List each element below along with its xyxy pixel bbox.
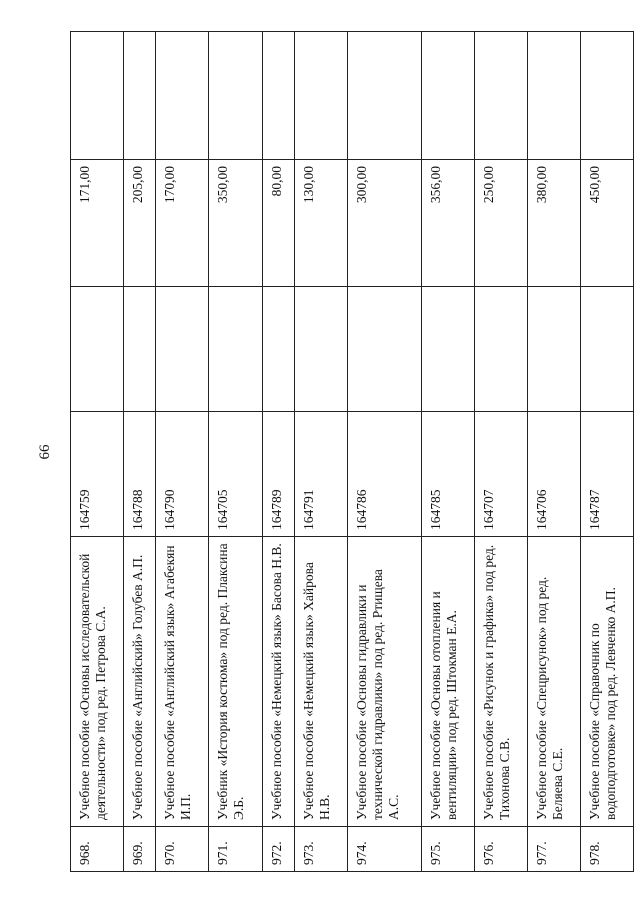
- item-name: Учебное пособие «Английский язык» Агабекян И.П.: [156, 537, 209, 827]
- table-row: [527, 32, 580, 872]
- item-name: Учебное пособие «Основы отопления и вентиляции» под ред. Штокман Е.А.: [421, 537, 474, 827]
- item-code: 164759: [71, 412, 124, 537]
- table-row: [124, 32, 156, 872]
- empty-cell: [580, 32, 633, 160]
- row-number: 974.: [347, 827, 421, 872]
- item-name: Учебное пособие «Справочник по водоподготовке» под ред. Левченко А.П.: [580, 537, 633, 827]
- table-row: [262, 32, 294, 872]
- empty-cell: [156, 32, 209, 160]
- item-price: 356,00: [421, 160, 474, 287]
- empty-cell: [294, 287, 347, 412]
- table-row: [294, 32, 347, 872]
- table-row: [209, 32, 262, 872]
- empty-cell: [124, 287, 156, 412]
- item-code: 164705: [209, 412, 262, 537]
- item-price: 300,00: [347, 160, 421, 287]
- item-name: Учебное пособие «Рисунок и графика» под ред. Тихонова С.В.: [474, 537, 527, 827]
- item-price: 130,00: [294, 160, 347, 287]
- table-row: [347, 32, 421, 872]
- empty-cell: [71, 32, 124, 160]
- item-name: Учебное пособие «Английский» Голубев А.П.: [124, 537, 156, 827]
- item-name: Учебное пособие «Немецкий язык» Басова Н.В.: [262, 537, 294, 827]
- empty-cell: [262, 32, 294, 160]
- item-name: Учебник «История костюма» под ред. Плаксина Э.Б.: [209, 537, 262, 827]
- empty-cell: [580, 287, 633, 412]
- row-number: 973.: [294, 827, 347, 872]
- empty-cell: [527, 287, 580, 412]
- item-code: 164786: [347, 412, 421, 537]
- item-code: 164707: [474, 412, 527, 537]
- empty-cell: [347, 32, 421, 160]
- item-code: 164789: [262, 412, 294, 537]
- item-code: 164791: [294, 412, 347, 537]
- empty-cell: [156, 287, 209, 412]
- row-number: 972.: [262, 827, 294, 872]
- item-code: 164788: [124, 412, 156, 537]
- row-number: 971.: [209, 827, 262, 872]
- empty-cell: [71, 287, 124, 412]
- empty-cell: [209, 32, 262, 160]
- item-price: 171,00: [71, 160, 124, 287]
- item-price: 450,00: [580, 160, 633, 287]
- empty-cell: [474, 32, 527, 160]
- empty-cell: [421, 32, 474, 160]
- empty-cell: [421, 287, 474, 412]
- empty-cell: [294, 32, 347, 160]
- empty-cell: [474, 287, 527, 412]
- item-name: Учебное пособие «Немецкий язык» Хайрова Н.В.: [294, 537, 347, 827]
- table-row: [474, 32, 527, 872]
- item-price: 350,00: [209, 160, 262, 287]
- empty-cell: [209, 287, 262, 412]
- row-number: 968.: [71, 827, 124, 872]
- item-code: 164790: [156, 412, 209, 537]
- row-number: 970.: [156, 827, 209, 872]
- page-number: 66: [37, 444, 53, 460]
- empty-cell: [124, 32, 156, 160]
- item-name: Учебное пособие «Спецрисунок» под ред. Беляева С.Е.: [527, 537, 580, 827]
- item-name: Учебное пособие «Основы исследовательской деятельности» под ред. Петрова С.А.: [71, 537, 124, 827]
- row-number: 978.: [580, 827, 633, 872]
- table-row: [156, 32, 209, 872]
- table-row: [421, 32, 474, 872]
- empty-cell: [347, 287, 421, 412]
- price-table: [70, 31, 634, 872]
- empty-cell: [262, 287, 294, 412]
- item-price: 250,00: [474, 160, 527, 287]
- item-price: 380,00: [527, 160, 580, 287]
- rotated-table-container: [70, 32, 634, 872]
- row-number: 977.: [527, 827, 580, 872]
- item-code: 164785: [421, 412, 474, 537]
- item-code: 164787: [580, 412, 633, 537]
- table-row: [71, 32, 124, 872]
- item-name: Учебное пособие «Основы гидравлики и технической гидравлики» под ред. Ртищева А.С.: [347, 537, 421, 827]
- item-price: 205,00: [124, 160, 156, 287]
- item-code: 164706: [527, 412, 580, 537]
- item-price: 170,00: [156, 160, 209, 287]
- row-number: 975.: [421, 827, 474, 872]
- item-price: 80,00: [262, 160, 294, 287]
- row-number: 976.: [474, 827, 527, 872]
- row-number: 969.: [124, 827, 156, 872]
- table-row: [580, 32, 633, 872]
- empty-cell: [527, 32, 580, 160]
